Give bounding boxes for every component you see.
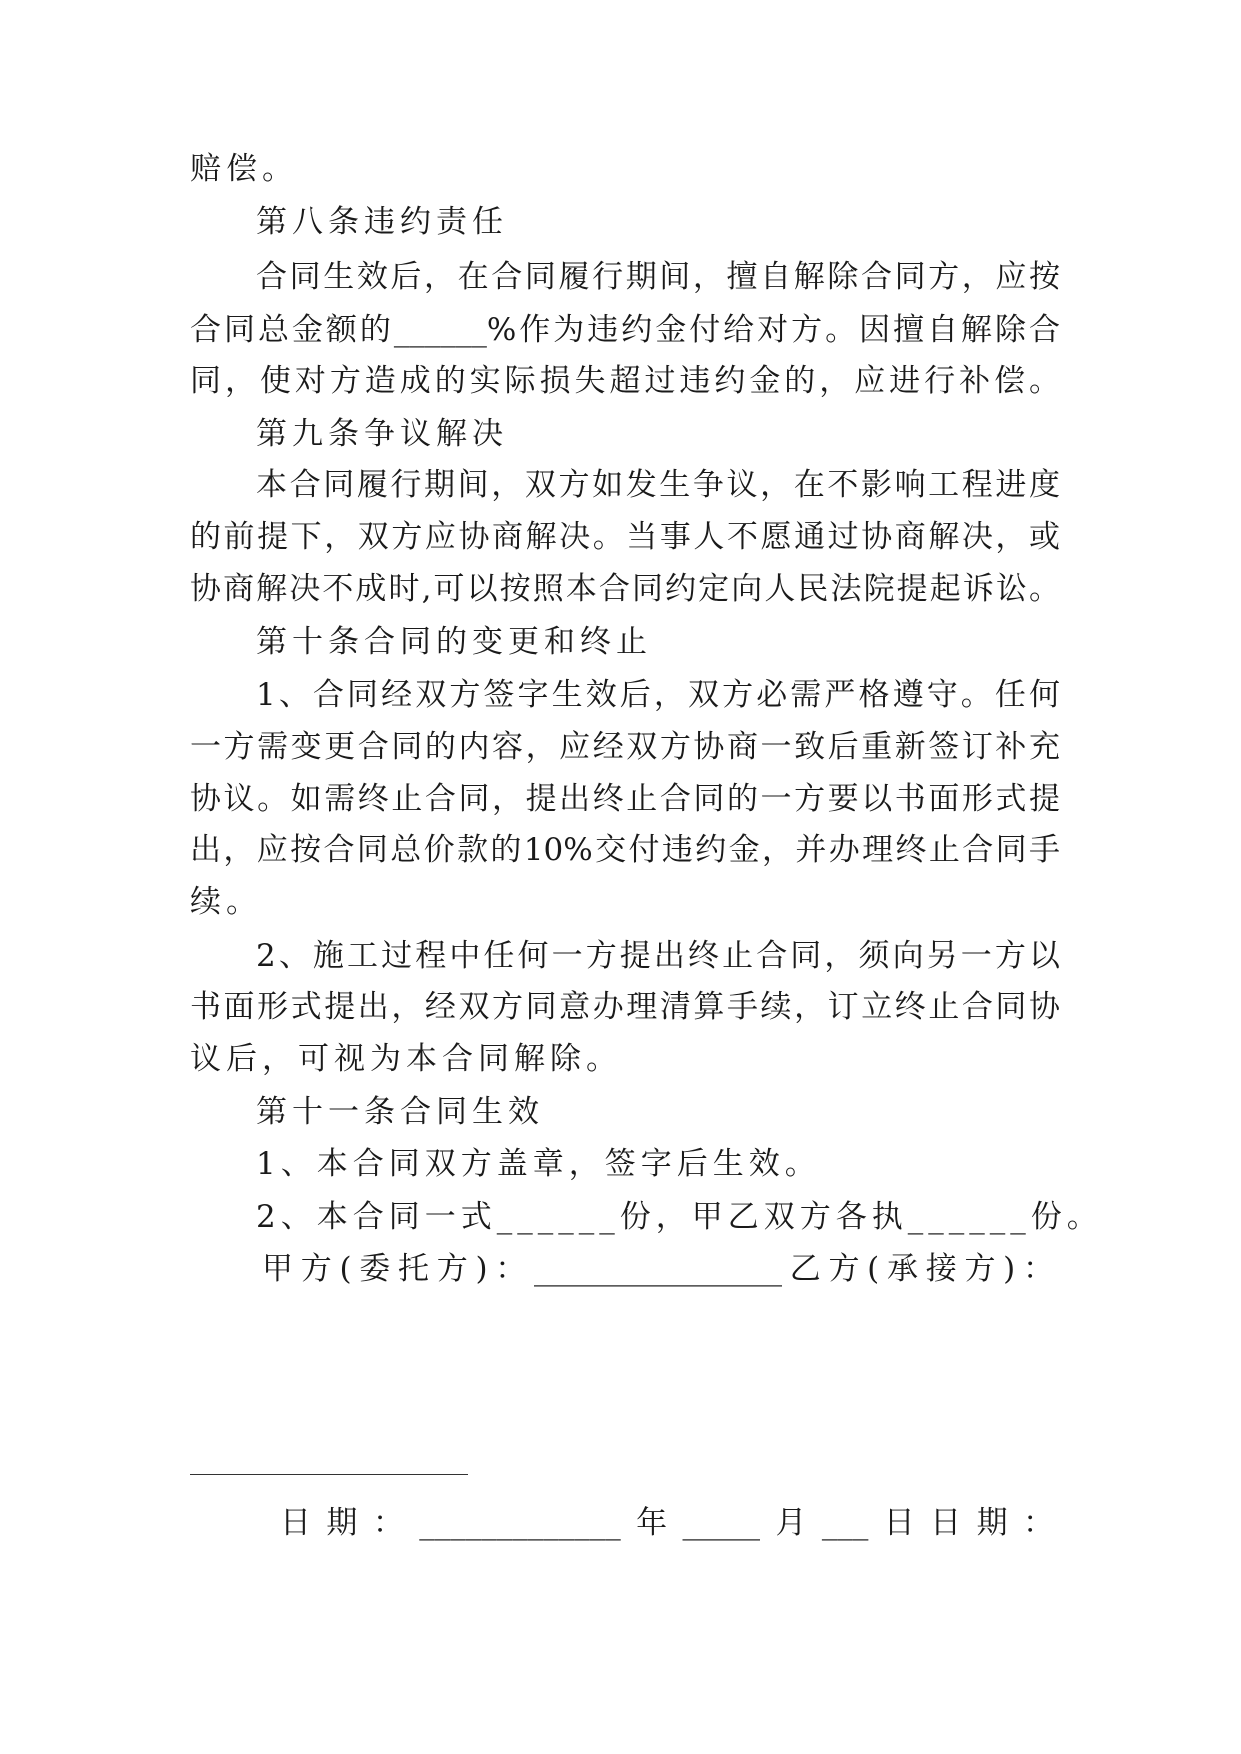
text-line-21: 2、本合同一式______份，甲乙双方各执______份。	[256, 1199, 1103, 1235]
signature-line: 甲方(委托方)：________________乙方(承接方)：	[262, 1251, 1054, 1287]
section-heading-10: 第十条合同的变更和终止	[256, 624, 652, 660]
text-line-18: 议后，可视为本合同解除。	[190, 1041, 622, 1077]
text-line-14: 出，应按合同总价款的10%交付违约金，并办理终止合同手	[190, 832, 1060, 868]
section-heading-9: 第九条争议解决	[256, 416, 508, 452]
text-line-8: 的前提下，双方应协商解决。当事人不愿通过协商解决，或	[190, 519, 1060, 555]
section-heading-8: 第八条违约责任	[256, 204, 508, 240]
text-line-20: 1、本合同双方盖章，签字后生效。	[256, 1146, 821, 1182]
text-line-15: 续。	[190, 884, 262, 920]
text-line-11: 1、合同经双方签字生效后，双方必需严格遵守。任何	[256, 677, 1060, 713]
text-line-3: 合同生效后，在合同履行期间，擅自解除合同方，应按	[256, 259, 1060, 295]
text-line-4: 合同总金额的______%作为违约金付给对方。因擅自解除合	[190, 312, 1060, 348]
date-line: 日期：_____________年_____月___日日期：	[280, 1505, 1054, 1541]
text-line-7: 本合同履行期间，双方如发生争议，在不影响工程进度	[256, 467, 1060, 503]
signature-underline	[190, 1474, 468, 1475]
text-line-17: 书面形式提出，经双方同意办理清算手续，订立终止合同协	[190, 989, 1060, 1025]
text-line-12: 一方需变更合同的内容，应经双方协商一致后重新签订补充	[190, 729, 1060, 765]
text-line-1: 赔偿。	[190, 151, 298, 187]
section-heading-11: 第十一条合同生效	[256, 1094, 544, 1130]
text-line-9: 协商解决不成时,可以按照本合同约定向人民法院提起诉讼。	[190, 571, 1060, 607]
text-line-13: 协议。如需终止合同，提出终止合同的一方要以书面形式提	[190, 781, 1060, 817]
text-line-16: 2、施工过程中任何一方提出终止合同，须向另一方以	[256, 938, 1060, 974]
text-line-5: 同，使对方造成的实际损失超过违约金的，应进行补偿。	[190, 363, 1060, 399]
